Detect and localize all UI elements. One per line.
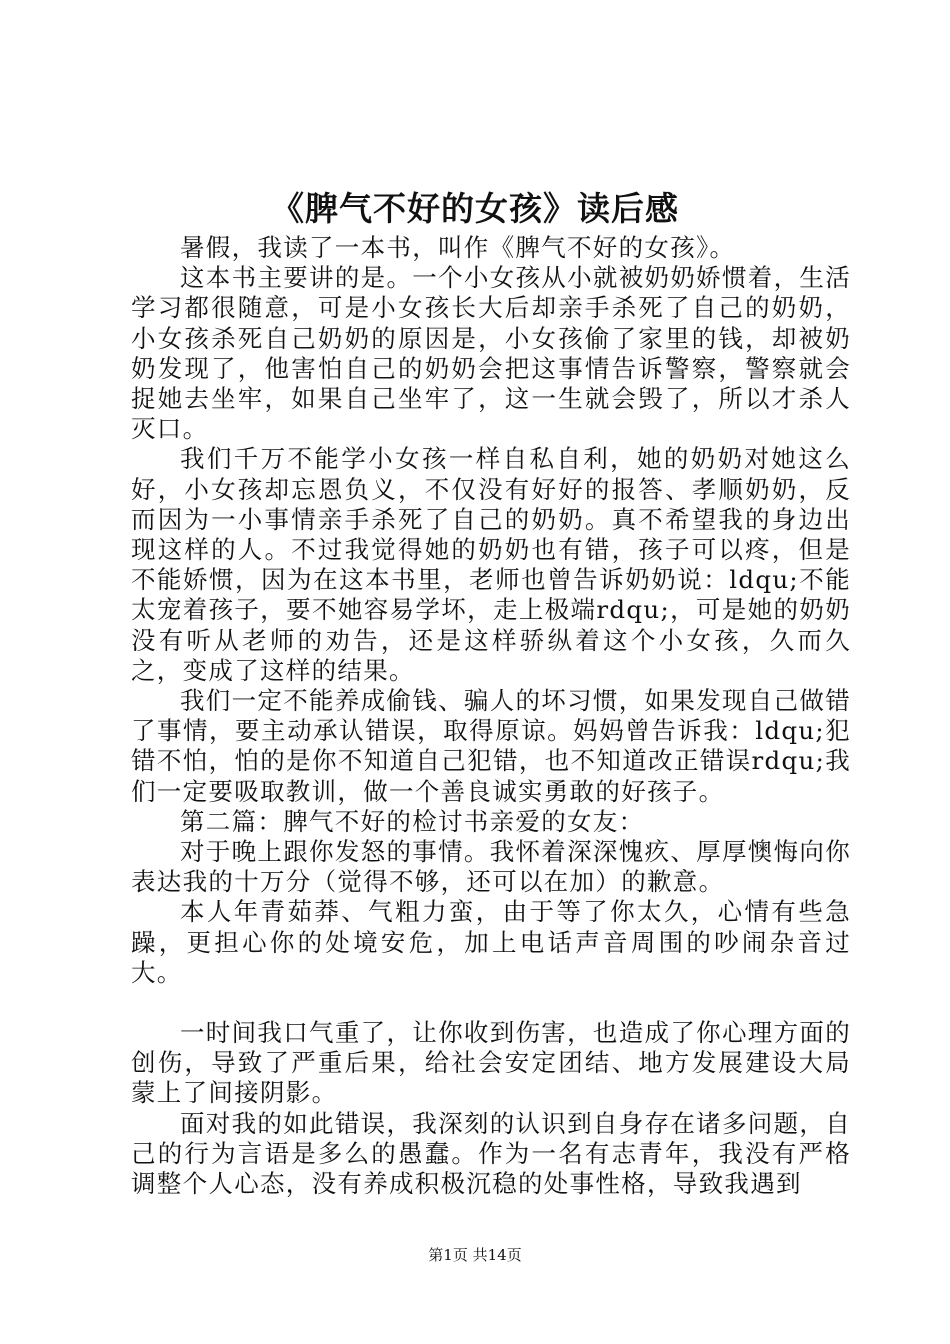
paragraph: 本人年青茹莽、气粗力蛮，由于等了你太久，心情有些急躁，更担心你的处境安危，加上电话声音周围的吵闹杂音过大。 — [131, 897, 851, 987]
paragraph: 对于晚上跟你发怒的事情。我怀着深深愧疚、厚厚懊悔向你表达我的十万分（觉得不够，还可以在加）的歉意。 — [131, 837, 851, 897]
paragraph: 我们千万不能学小女孩一样自私自利，她的奶奶对她这么好，小女孩却忘恩负义，不仅没有好好的报答、孝顺奶奶，反而因为一小事情亲手杀死了自己的奶奶。真不希望我的身边出现这样的人。不过我觉得她的奶奶也有错，孩子可以疼，但是不能娇惯，因为在这本书里，老师也曾告诉奶奶说：ldqu;不能太宠着孩子，要不她容易学坏，走上极端rdqu;，可是她的奶奶没有听从老师的劝告，还是这样骄纵着这个小女孩，久而久之，变成了这样的结果。 — [131, 444, 851, 685]
document-body — [131, 233, 851, 1199]
paragraph: 暑假，我读了一本书，叫作《脾气不好的女孩》。 — [180, 233, 736, 262]
page-number-footer: 第1页 共14页 — [428, 1246, 522, 1264]
paragraph: 一时间我口气重了，让你收到伤害，也造成了你心理方面的创伤，导致了严重后果，给社会安定团结、地方发展建设大局蒙上了间接阴影。 — [131, 1018, 851, 1108]
section-heading: 第二篇：脾气不好的检讨书亲爱的女友： — [180, 806, 645, 836]
document-title: 《脾气不好的女孩》读后感 — [271, 189, 679, 228]
blank-line — [131, 988, 851, 1018]
paragraph: 这本书主要讲的是。一个小女孩从小就被奶奶娇惯着，生活学习都很随意，可是小女孩长大后却亲手杀死了自己的奶奶，小女孩杀死自己奶奶的原因是，小女孩偷了家里的钱，却被奶奶发现了，他害怕自己的奶奶会把这事情告诉警察，警察就会捉她去坐牢，如果自己坐牢了，这一生就会毁了，所以才杀人灭口。 — [131, 263, 851, 444]
paragraph: 面对我的如此错误，我深刻的认识到自身存在诸多问题，自己的行为言语是多么的愚蠢。作为一名有志青年，我没有严格调整个人心态，没有养成积极沉稳的处事性格，导致我遇到 — [131, 1108, 851, 1199]
paragraph: 我们一定不能养成偷钱、骗人的坏习惯，如果发现自己做错了事情，要主动承认错误，取得原谅。妈妈曾告诉我：ldqu;犯错不怕，怕的是你不知道自己犯错，也不知道改正错误rdqu;我们一定要吸取教训，做一个善良诚实勇敢的好孩子。 — [131, 686, 851, 806]
